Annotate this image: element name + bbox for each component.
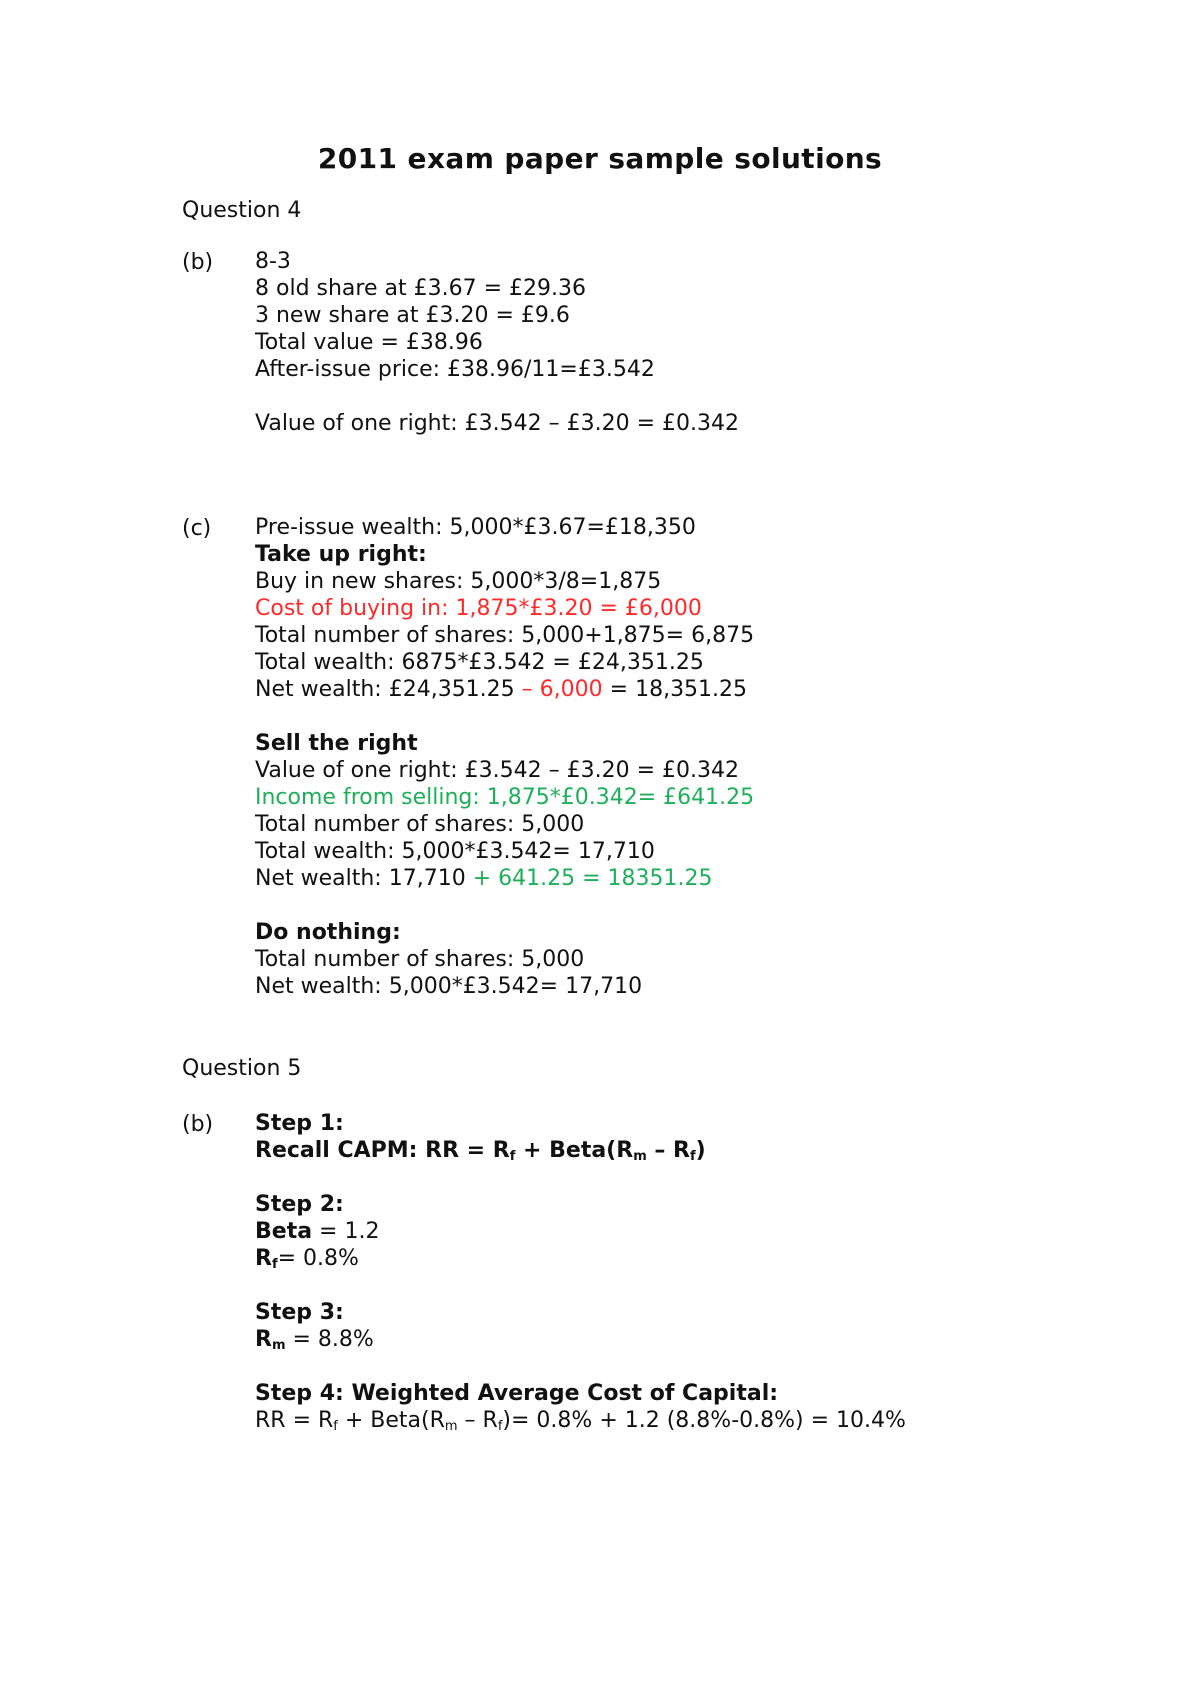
rf-number: = 0.8% — [277, 1246, 359, 1271]
step-4-heading: Step 4: Weighted Average Cost of Capital: — [255, 1381, 779, 1406]
beta-value — [255, 1218, 906, 1245]
subscript: m — [444, 1419, 458, 1434]
subscript: f — [271, 1257, 278, 1272]
q4b-line: 8 old share at £3.67 = £29.36 — [255, 276, 586, 301]
q5-part-b-label: (b) — [182, 1112, 214, 1137]
formula-text: – R — [457, 1408, 498, 1433]
beta-label: Beta — [255, 1219, 313, 1244]
beta-number: = 1.2 — [312, 1219, 380, 1244]
net-wealth-deduction: – 6,000 — [521, 677, 603, 702]
do-nothing-heading: Do nothing: — [255, 920, 401, 945]
do-nothing-net-wealth: Net wealth: 5,000*£3.542= 17,710 — [255, 974, 643, 999]
take-up-cost: Cost of buying in: 1,875*£3.20 = £6,000 — [255, 596, 702, 621]
pre-issue-wealth: Pre-issue wealth: 5,000*£3.67=£18,350 — [255, 515, 696, 540]
formula-text: – R — [646, 1138, 690, 1163]
rm-symbol: R — [255, 1327, 272, 1352]
net-wealth-part: Net wealth: £24,351.25 — [255, 677, 522, 702]
q4-part-b-body — [255, 248, 739, 437]
subscript: f — [333, 1419, 338, 1434]
subscript: m — [633, 1149, 647, 1164]
sell-net-wealth — [255, 865, 754, 892]
take-up-buy: Buy in new shares: 5,000*3/8=1,875 — [255, 569, 662, 594]
q4b-line: After-issue price: £38.96/11=£3.542 — [255, 357, 655, 382]
subscript: f — [509, 1149, 516, 1164]
risk-free-rate — [255, 1245, 906, 1272]
step-2-heading: Step 2: — [255, 1192, 344, 1217]
rf-symbol: R — [255, 1246, 272, 1271]
take-up-heading: Take up right: — [255, 542, 427, 567]
market-return — [255, 1326, 906, 1353]
q4b-right-value: Value of one right: £3.542 – £3.20 = £0.342 — [255, 411, 739, 436]
sell-heading: Sell the right — [255, 731, 418, 756]
q4b-line: 3 new share at £3.20 = £9.6 — [255, 303, 570, 328]
rm-number: = 8.8% — [285, 1327, 374, 1352]
formula-text: Recall CAPM: RR = R — [255, 1138, 510, 1163]
q4-part-c-label: (c) — [182, 516, 212, 541]
question-4-heading: Question 4 — [182, 198, 302, 223]
net-wealth-addition: + 641.25 = 18351.25 — [472, 866, 713, 891]
formula-text: + Beta(R — [337, 1408, 445, 1433]
q4-part-c-body — [255, 514, 754, 1000]
capm-formula — [255, 1137, 906, 1164]
take-up-total-wealth: Total wealth: 6875*£3.542 = £24,351.25 — [255, 650, 704, 675]
sell-total-shares: Total number of shares: 5,000 — [255, 812, 585, 837]
formula-text: ) — [695, 1138, 706, 1163]
question-5-heading: Question 5 — [182, 1056, 302, 1081]
q4-part-b-label: (b) — [182, 250, 214, 275]
do-nothing-total-shares: Total number of shares: 5,000 — [255, 947, 585, 972]
q5-part-b-body — [255, 1110, 906, 1434]
subscript: m — [271, 1338, 286, 1353]
step-1-heading: Step 1: — [255, 1111, 344, 1136]
wacc-formula — [255, 1407, 906, 1434]
sell-income: Income from selling: 1,875*£0.342= £641.25 — [255, 785, 755, 810]
subscript: f — [690, 1149, 696, 1164]
sell-value: Value of one right: £3.542 – £3.20 = £0.342 — [255, 758, 739, 783]
step-3-heading: Step 3: — [255, 1300, 344, 1325]
take-up-total-shares: Total number of shares: 5,000+1,875= 6,875 — [255, 623, 755, 648]
sell-total-wealth: Total wealth: 5,000*£3.542= 17,710 — [255, 839, 655, 864]
net-wealth-part: Net wealth: 17,710 — [255, 866, 473, 891]
formula-text: RR = R — [255, 1408, 334, 1433]
page-title: 2011 exam paper sample solutions — [317, 142, 883, 175]
formula-text: )= 0.8% + 1.2 (8.8%-0.8%) = 10.4% — [502, 1408, 906, 1433]
subscript: f — [497, 1419, 503, 1434]
net-wealth-result: = 18,351.25 — [602, 677, 748, 702]
take-up-net-wealth — [255, 676, 754, 703]
q4b-line: Total value = £38.96 — [255, 330, 483, 355]
formula-text: + Beta(R — [515, 1138, 634, 1163]
q4b-line: 8-3 — [255, 249, 291, 274]
